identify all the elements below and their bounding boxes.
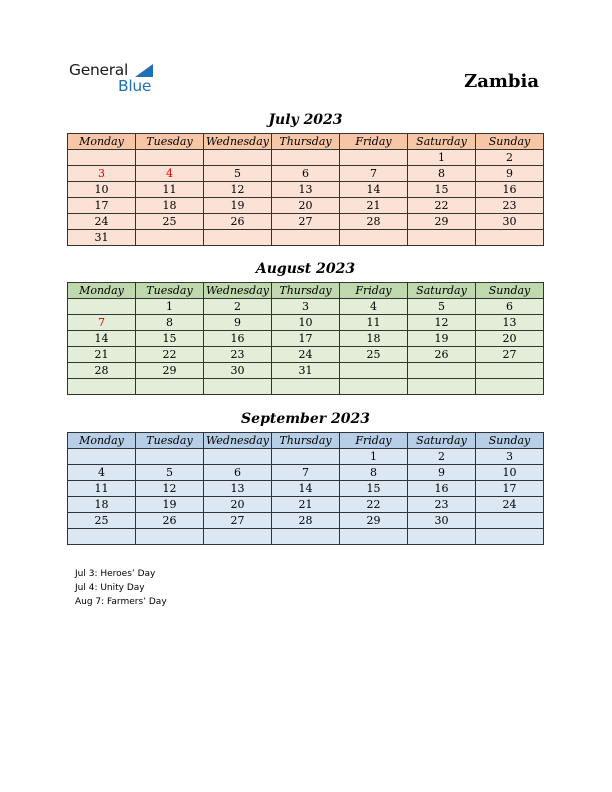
day-cell [136, 379, 204, 395]
day-cell: 14 [340, 182, 408, 198]
day-cell: 14 [68, 331, 136, 347]
week-row [68, 465, 544, 481]
day-cell [476, 379, 544, 395]
day-cell: 24 [476, 497, 544, 513]
day-cell [204, 150, 272, 166]
day-cell: 23 [408, 497, 476, 513]
day-cell: 27 [272, 214, 340, 230]
weekday-header: Wednesday [204, 134, 272, 150]
day-cell: 7 [272, 465, 340, 481]
day-cell: 7 [68, 315, 136, 331]
day-cell [272, 379, 340, 395]
day-cell [68, 299, 136, 315]
week-row [68, 331, 544, 347]
day-cell: 12 [136, 481, 204, 497]
day-cell [68, 150, 136, 166]
day-cell [68, 449, 136, 465]
month-title-september: September 2023 [241, 411, 370, 427]
day-cell [340, 529, 408, 545]
day-cell: 3 [272, 299, 340, 315]
weekday-header: Monday [68, 283, 136, 299]
day-cell: 13 [476, 315, 544, 331]
day-cell: 16 [408, 481, 476, 497]
day-cell: 6 [204, 465, 272, 481]
day-cell [476, 513, 544, 529]
day-cell: 30 [476, 214, 544, 230]
weekday-header-row [68, 134, 544, 150]
day-cell: 22 [340, 497, 408, 513]
day-cell: 24 [272, 347, 340, 363]
day-cell: 28 [272, 513, 340, 529]
logo-triangle-icon [135, 64, 153, 77]
day-cell: 18 [340, 331, 408, 347]
holiday-note: Jul 3: Heroes’ Day [75, 569, 156, 579]
day-cell [340, 150, 408, 166]
day-cell: 4 [340, 299, 408, 315]
day-cell: 18 [136, 198, 204, 214]
week-row [68, 449, 544, 465]
day-cell: 8 [408, 166, 476, 182]
day-cell: 15 [136, 331, 204, 347]
weekday-header: Tuesday [136, 433, 204, 449]
weekday-header: Thursday [272, 433, 340, 449]
day-cell: 30 [204, 363, 272, 379]
day-cell: 25 [68, 513, 136, 529]
day-cell [476, 363, 544, 379]
day-cell [136, 529, 204, 545]
day-cell: 9 [408, 465, 476, 481]
weekday-header: Friday [340, 134, 408, 150]
day-cell: 6 [272, 166, 340, 182]
day-cell: 21 [272, 497, 340, 513]
day-cell: 31 [68, 230, 136, 246]
calendar-august [67, 282, 544, 395]
day-cell: 1 [340, 449, 408, 465]
week-row [68, 182, 544, 198]
day-cell: 13 [272, 182, 340, 198]
day-cell [340, 230, 408, 246]
day-cell: 18 [68, 497, 136, 513]
month-title-august: August 2023 [255, 261, 356, 277]
weekday-header: Monday [68, 134, 136, 150]
day-cell: 10 [476, 465, 544, 481]
day-cell: 7 [340, 166, 408, 182]
day-cell: 3 [68, 166, 136, 182]
week-row [68, 214, 544, 230]
day-cell: 26 [204, 214, 272, 230]
day-cell: 2 [204, 299, 272, 315]
day-cell: 1 [136, 299, 204, 315]
day-cell [272, 230, 340, 246]
day-cell [68, 529, 136, 545]
weekday-header: Monday [68, 433, 136, 449]
day-cell: 29 [136, 363, 204, 379]
weekday-header: Thursday [272, 283, 340, 299]
day-cell [204, 449, 272, 465]
day-cell [408, 379, 476, 395]
day-cell: 15 [408, 182, 476, 198]
holiday-note: Aug 7: Farmers’ Day [75, 597, 167, 607]
weekday-header: Friday [340, 433, 408, 449]
day-cell: 22 [136, 347, 204, 363]
weekday-header-row [68, 283, 544, 299]
day-cell [340, 379, 408, 395]
day-cell [204, 529, 272, 545]
day-cell: 21 [340, 198, 408, 214]
day-cell: 21 [68, 347, 136, 363]
day-cell: 26 [136, 513, 204, 529]
week-row [68, 150, 544, 166]
day-cell [204, 230, 272, 246]
day-cell: 28 [68, 363, 136, 379]
day-cell [68, 379, 136, 395]
week-row [68, 347, 544, 363]
day-cell [204, 379, 272, 395]
weekday-header: Saturday [408, 283, 476, 299]
day-cell: 28 [340, 214, 408, 230]
day-cell: 16 [204, 331, 272, 347]
weekday-header: Tuesday [136, 134, 204, 150]
day-cell: 27 [204, 513, 272, 529]
month-title-july: July 2023 [268, 112, 343, 128]
day-cell [408, 230, 476, 246]
weekday-header: Tuesday [136, 283, 204, 299]
weekday-header-row [68, 433, 544, 449]
day-cell: 24 [68, 214, 136, 230]
day-cell: 17 [476, 481, 544, 497]
calendar-september [67, 432, 544, 545]
day-cell [136, 449, 204, 465]
day-cell: 29 [408, 214, 476, 230]
day-cell: 12 [408, 315, 476, 331]
day-cell: 19 [204, 198, 272, 214]
week-row [68, 481, 544, 497]
day-cell [272, 150, 340, 166]
holiday-note: Jul 4: Unity Day [75, 583, 145, 593]
calendar-july [67, 133, 544, 246]
day-cell: 9 [476, 166, 544, 182]
day-cell: 4 [68, 465, 136, 481]
day-cell: 30 [408, 513, 476, 529]
logo-text-general: General [69, 61, 128, 79]
day-cell: 20 [476, 331, 544, 347]
day-cell [272, 529, 340, 545]
week-row [68, 497, 544, 513]
day-cell [340, 363, 408, 379]
day-cell: 5 [136, 465, 204, 481]
weekday-header: Wednesday [204, 283, 272, 299]
day-cell: 2 [408, 449, 476, 465]
logo-text-blue: Blue [118, 77, 152, 95]
week-row [68, 513, 544, 529]
day-cell: 25 [340, 347, 408, 363]
week-row [68, 363, 544, 379]
day-cell: 5 [204, 166, 272, 182]
weekday-header: Thursday [272, 134, 340, 150]
day-cell: 17 [68, 198, 136, 214]
day-cell: 9 [204, 315, 272, 331]
day-cell: 17 [272, 331, 340, 347]
week-row [68, 315, 544, 331]
day-cell: 5 [408, 299, 476, 315]
day-cell: 2 [476, 150, 544, 166]
week-row [68, 379, 544, 395]
day-cell: 15 [340, 481, 408, 497]
day-cell: 29 [340, 513, 408, 529]
day-cell: 4 [136, 166, 204, 182]
week-row [68, 166, 544, 182]
day-cell: 31 [272, 363, 340, 379]
day-cell: 8 [340, 465, 408, 481]
day-cell: 1 [408, 150, 476, 166]
weekday-header: Sunday [476, 283, 544, 299]
day-cell [476, 230, 544, 246]
week-row [68, 198, 544, 214]
country-title: Zambia [464, 71, 539, 92]
day-cell: 23 [476, 198, 544, 214]
day-cell: 16 [476, 182, 544, 198]
day-cell: 23 [204, 347, 272, 363]
week-row [68, 230, 544, 246]
day-cell: 20 [204, 497, 272, 513]
week-row [68, 299, 544, 315]
day-cell: 10 [68, 182, 136, 198]
day-cell: 25 [136, 214, 204, 230]
day-cell [136, 150, 204, 166]
day-cell: 26 [408, 347, 476, 363]
day-cell: 19 [408, 331, 476, 347]
day-cell: 13 [204, 481, 272, 497]
day-cell [408, 529, 476, 545]
weekday-header: Sunday [476, 433, 544, 449]
weekday-header: Saturday [408, 433, 476, 449]
weekday-header: Friday [340, 283, 408, 299]
day-cell: 11 [136, 182, 204, 198]
weekday-header: Saturday [408, 134, 476, 150]
day-cell: 19 [136, 497, 204, 513]
day-cell: 11 [340, 315, 408, 331]
day-cell [408, 363, 476, 379]
day-cell: 10 [272, 315, 340, 331]
day-cell [272, 449, 340, 465]
week-row [68, 529, 544, 545]
day-cell: 6 [476, 299, 544, 315]
day-cell [476, 529, 544, 545]
generalblue-logo [69, 60, 169, 96]
day-cell: 14 [272, 481, 340, 497]
day-cell [136, 230, 204, 246]
weekday-header: Wednesday [204, 433, 272, 449]
day-cell: 8 [136, 315, 204, 331]
day-cell: 20 [272, 198, 340, 214]
day-cell: 27 [476, 347, 544, 363]
day-cell: 12 [204, 182, 272, 198]
day-cell: 22 [408, 198, 476, 214]
holiday-notes [75, 567, 167, 609]
day-cell: 11 [68, 481, 136, 497]
day-cell: 3 [476, 449, 544, 465]
weekday-header: Sunday [476, 134, 544, 150]
